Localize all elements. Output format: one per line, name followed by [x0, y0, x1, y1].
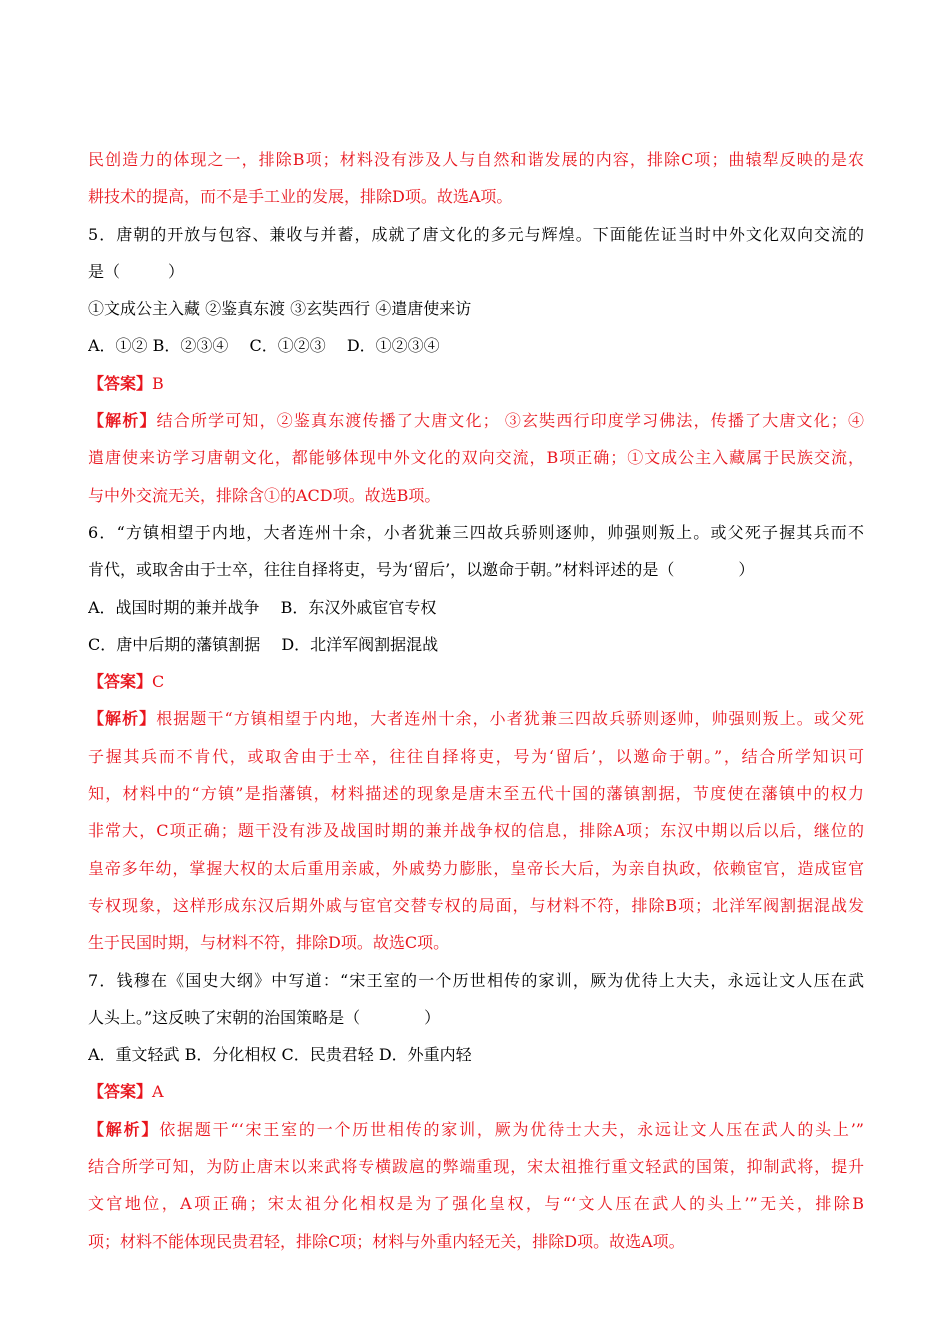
analysis-continuation-line: 与中外交流无关，排除含①的ACD项。故选B项。: [88, 485, 441, 505]
analysis-continuation-line: 结合所学可知，为防止唐末以来武将专横跋扈的弊端重现，宋太祖推行重文轻武的国策，抑制武将，提升: [88, 1157, 864, 1177]
answer-label: 【答案】: [88, 672, 153, 692]
question-line: 是（ ）: [88, 261, 185, 281]
analysis-continuation-line: 专权现象，这样形成东汉后期外戚与宦官交替专权的局面，与材料不符，排除B项；北洋军阀割据混战发: [88, 895, 864, 915]
analysis-continuation-line: 耕技术的提高，而不是手工业的发展，排除D项。故选A项。: [88, 187, 513, 207]
analysis-continuation-line: 子握其兵而不肯代，或取舍由于士卒，往往自择将吏，号为‘留后’，以邀命于朝。”，结合所学知识可: [88, 746, 864, 766]
answer-label: 【答案】: [88, 1082, 153, 1102]
analysis-text: 结合所学可知，②鉴真东渡传播了大唐文化； ③玄奘西行印度学习佛法，传播了大唐文化；④: [156, 411, 864, 431]
analysis-continuation-line: 民创造力的体现之一，排除B项；材料没有涉及人与自然和谐发展的内容，排除C项；曲辕犁反映的是农: [88, 150, 864, 169]
analysis-label: 【解析】: [88, 1119, 160, 1139]
analysis-label: 【解析】: [88, 709, 157, 729]
question-line: C．唐中后期的藩镇割据 D．北洋军阀割据混战: [88, 634, 439, 654]
analysis-continuation-line: 生于民国时期，与材料不符，排除D项。故选C项。: [88, 933, 450, 953]
question-line: A．重文轻武 B．分化相权 C．民贵君轻 D．外重内轻: [88, 1045, 472, 1065]
analysis-continuation-line: 遣唐使来访学习唐朝文化，都能够体现中外文化的双向交流，B项正确；①文成公主入藏属于民族交流，: [88, 448, 864, 468]
answer-value: B: [152, 373, 164, 393]
question-line: A．战国时期的兼并战争 B．东汉外戚宦官专权: [88, 597, 437, 617]
document-body: [88, 141, 864, 1260]
question-line: ①文成公主入藏 ②鉴真东渡 ③玄奘西行 ④遣唐使来访: [88, 299, 472, 319]
analysis-continuation-line: 非常大，C项正确；题干没有涉及战国时期的兼并战争权的信息，排除A项；东汉中期以后以后，继位的: [88, 821, 864, 841]
answer-line: [88, 365, 864, 402]
analysis-line: [88, 700, 864, 737]
analysis-continuation-line: 知，材料中的“方镇”是指藩镇，材料描述的现象是唐末至五代十国的藩镇割据，节度使在藩镇中的权力: [88, 784, 864, 804]
analysis-text: 依据题干“‘宋王室的一个历世相传的家训，厥为优待士大夫，永远让文人压在武人的头上’”: [159, 1119, 864, 1139]
question-line: 7．钱穆在《国史大纲》中写道：“宋王室的一个历世相传的家训，厥为优待上大夫，永远让文人压在武: [88, 970, 864, 990]
analysis-continuation-line: 项；材料不能体现民贵君轻，排除C项；材料与外重内轻无关，排除D项。故选A项。: [88, 1231, 685, 1251]
question-line: 5．唐朝的开放与包容、兼收与并蓄，成就了唐文化的多元与辉煌。下面能佐证当时中外文化双向交流的: [88, 224, 864, 244]
question-line: A．①② B．②③④ C．①②③ D．①②③④: [88, 336, 440, 356]
answer-label: 【答案】: [88, 373, 153, 393]
answer-value: C: [152, 672, 165, 692]
analysis-continuation-line: 文官地位，A项正确；宋太祖分化相权是为了强化皇权，与“‘文人压在武人的头上’”无关，排除B: [88, 1194, 864, 1214]
question-line: 肯代，或取舍由于士卒，往往自择将吏，号为‘留后’，以邀命于朝。”材料评述的是（ ）: [88, 560, 755, 580]
question-line: 人头上。”这反映了宋朝的治国策略是（ ）: [88, 1007, 441, 1027]
answer-line: [88, 663, 864, 700]
analysis-continuation-line: 皇帝多年幼，掌握大权的太后重用亲戚，外戚势力膨胀，皇帝长大后，为亲自执政，依赖宦官，造成宦官: [88, 858, 864, 878]
analysis-label: 【解析】: [88, 411, 157, 431]
answer-line: [88, 1073, 864, 1110]
question-line: 6．“方镇相望于内地，大者连州十余，小者犹兼三四故兵骄则逐帅，帅强则叛上。或父死子握其兵而不: [88, 522, 864, 542]
analysis-line: [88, 402, 864, 439]
analysis-line: [88, 1111, 864, 1148]
analysis-text: 根据题干“方镇相望于内地，大者连州十余，小者犹兼三四故兵骄则逐帅，帅强则叛上。或父死: [156, 709, 864, 729]
answer-value: A: [152, 1082, 164, 1102]
